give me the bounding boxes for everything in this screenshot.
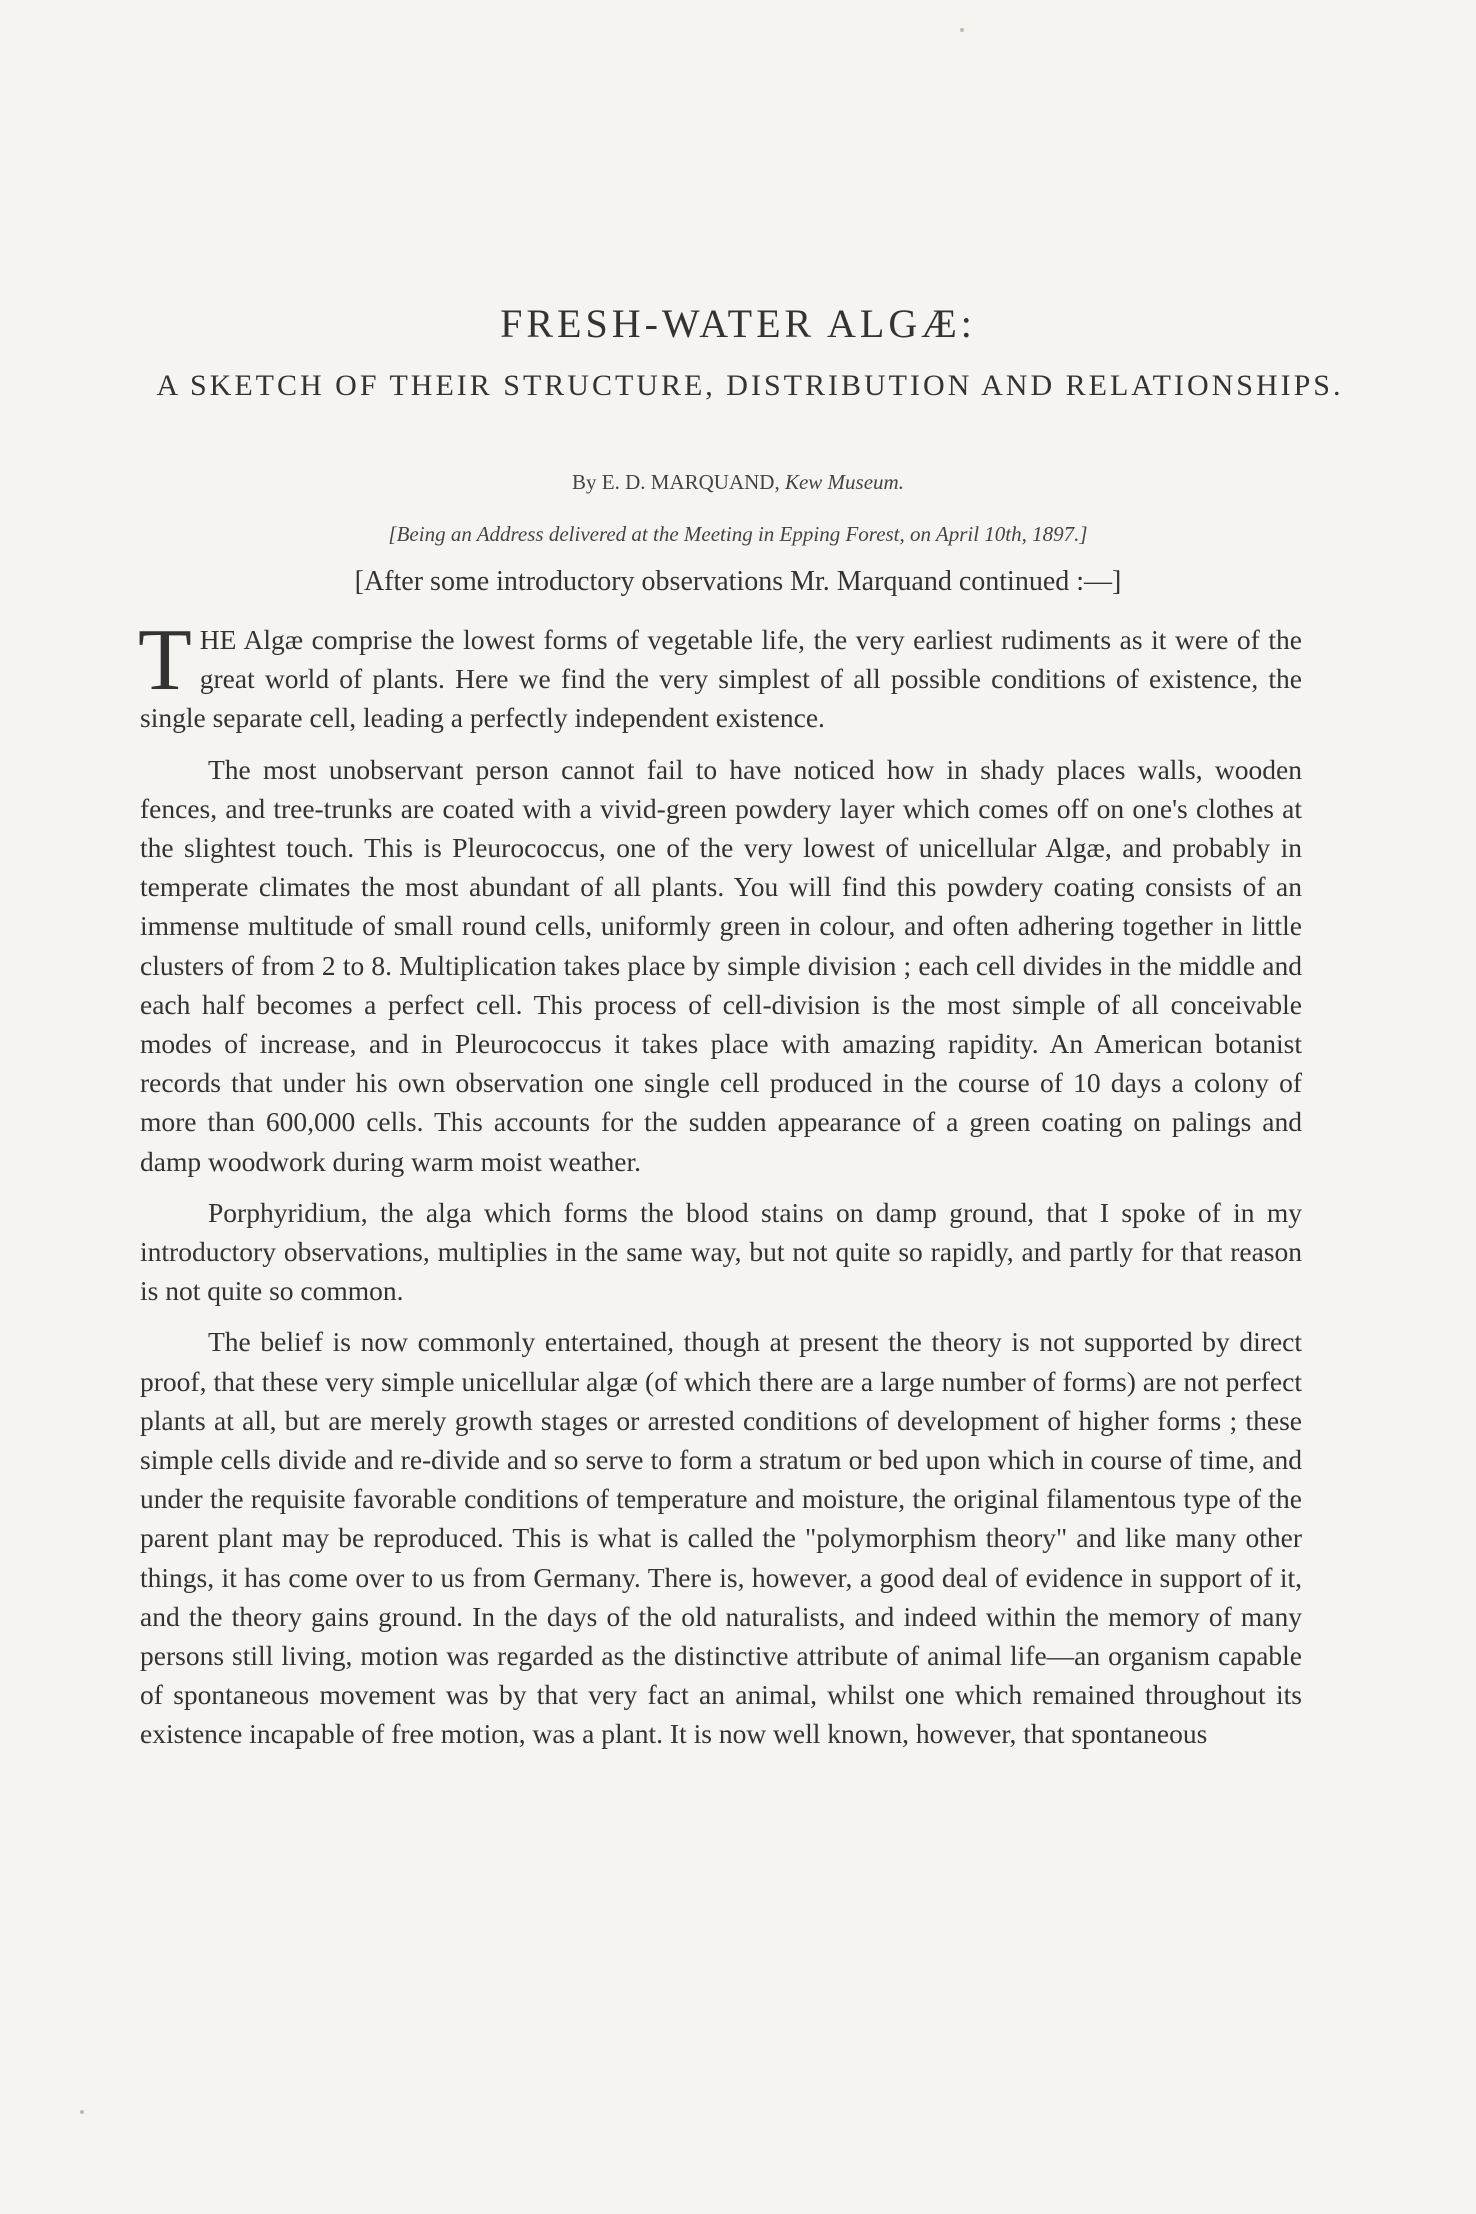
article-subtitle: A SKETCH OF THEIR STRUCTURE, DISTRIBUTION AND RELATIONSHIPS. xyxy=(156,369,1344,402)
paper-speck xyxy=(80,2110,84,2114)
paragraph-4: The belief is now commonly entertained, though at present the theory is not supported by direct proof, that these very simple unicellular algæ (of which there are a large number of forms) are not perfect plants at all, but are merely growth stages or arrested conditions of development of higher forms ; these simple cells divide and re-divide and so serve to form a stratum or bed upon which in course of time, and under the requisite favorable conditions of temperature and moisture, the original filamentous type of the parent plant may be reproduced. This is what is called the "polymorphism theory" and like many other things, it has come over to us from Germany. There is, however, a good deal of evidence in support of it, and the theory gains ground. In the days of the old naturalists, and indeed within the memory of many persons still living, motion was regarded as the distinctive attribute of animal life—an organism capable of spontaneous movement was by that very fact an animal, whilst one which remained throughout its existence incapable of free motion, was a plant. It is now well known, however, that spontaneous xyxy=(140,1326,1302,1750)
paragraph-2: The most unobservant person cannot fail to have noticed how in shady places walls, wooden fences, and tree-trunks are coated with a vivid-green powdery layer which comes off on one's clothes at the slightest touch. This is Pleurococcus, one of the very lowest of unicellular Algæ, and probably in temperate climates the most abundant of all plants. You will find this powdery coating consists of an immense multitude of small round cells, uniformly green in colour, and often adhering together in little clusters of from 2 to 8. Multiplication takes place by simple division ; each cell divides in the middle and each half becomes a perfect cell. This process of cell-division is the most simple of all conceivable modes of increase, and in Pleurococcus it takes place with amazing rapidity. An American botanist records that under his own observation one single cell produced in the course of 10 days a colony of more than 600,000 cells. This accounts for the sudden appearance of a green coating on palings and damp woodwork during warm moist weather. xyxy=(140,753,1302,1177)
paragraph-1-text: HE Algæ comprise the lowest forms of vegetable life, the very earliest rudiments as it were of the great world of plants. Here we find the very simplest of all possible conditions of existence, the single separate cell, leading a perfectly independent existence. xyxy=(140,624,1302,734)
intro-note: [After some introductory observations Mr. Marquand continued :—] xyxy=(354,566,1122,597)
byline-institution: Kew Museum. xyxy=(784,470,904,494)
article-title: FRESH-WATER ALGÆ: xyxy=(500,301,976,346)
drop-cap: T xyxy=(138,612,192,709)
article-body xyxy=(138,612,1302,1766)
byline xyxy=(0,470,1476,495)
paragraph-1 xyxy=(138,612,1302,738)
byline-author: By E. D. MARQUAND, xyxy=(572,470,780,494)
address-note: [Being an Address delivered at the Meeting in Epping Forest, on April 10th, 1897.] xyxy=(388,522,1088,546)
paper-speck xyxy=(960,28,964,32)
paragraph-3: Porphyridium, the alga which forms the blood stains on damp ground, that I spoke of in my introductory observations, multiplies in the same way, but not quite so rapidly, and partly for that reason is not quite so common. xyxy=(140,1196,1302,1307)
